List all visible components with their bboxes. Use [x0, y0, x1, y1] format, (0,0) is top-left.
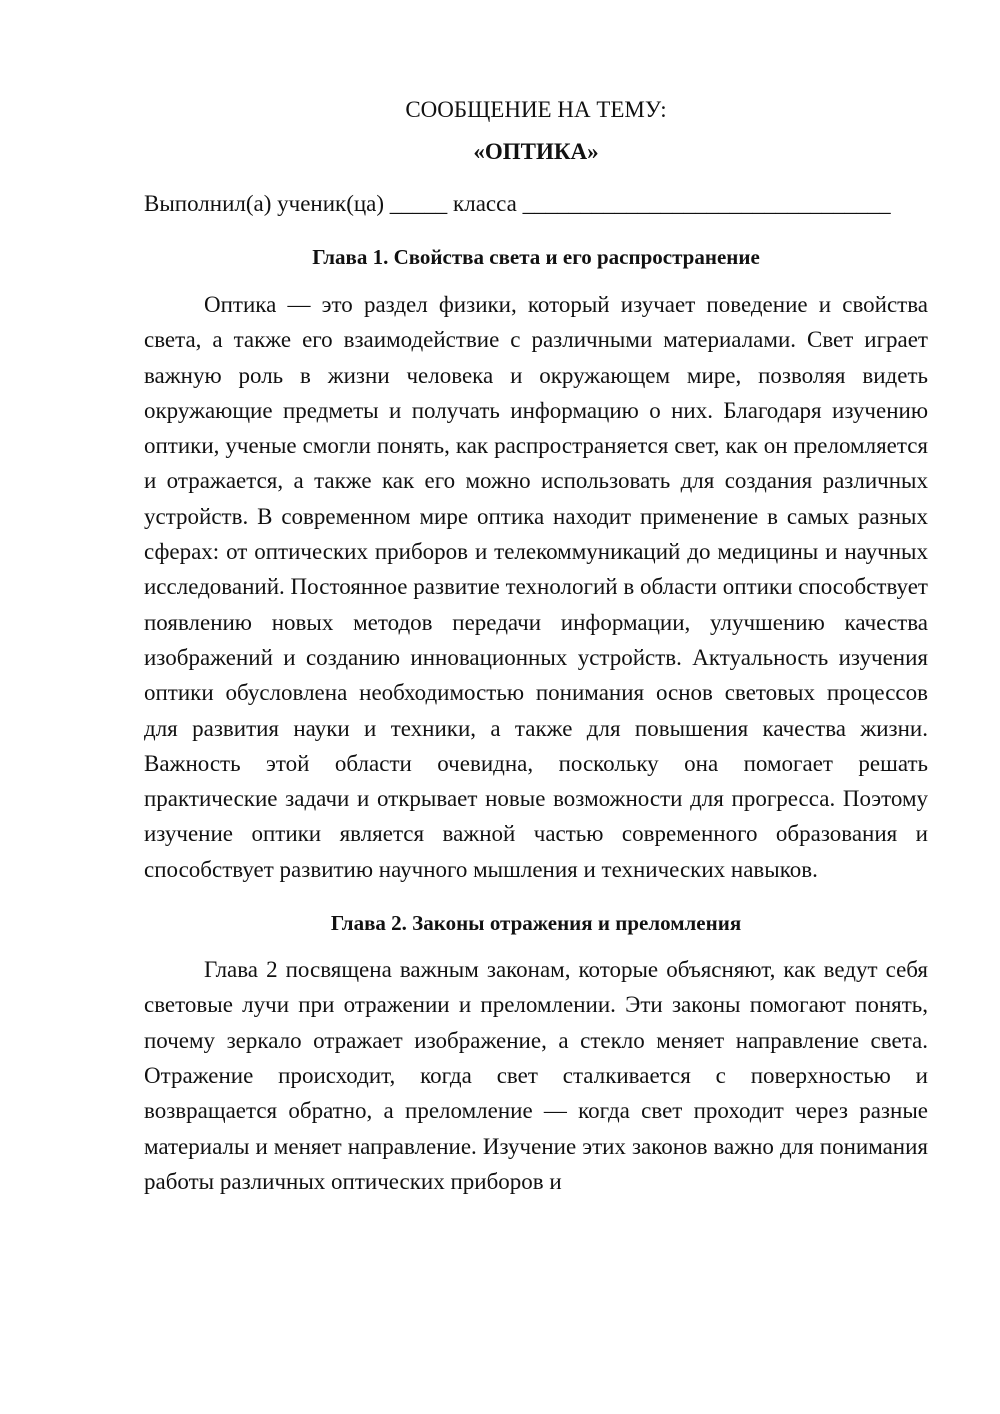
- chapter-2-title: Глава 2. Законы отражения и преломления: [330, 911, 742, 936]
- chapter-1-paragraph: Оптика — это раздел физики, который изучает поведение и свойства света, а также его взаимодействие с различными материалами. Свет играет важную роль в жизни человека и окружающем мире, позволяя видеть окружающие предметы и получать информацию о них. Благодаря изучению оптики, ученые смогли понять, как распространяется свет, как он преломляется и отражается, а также как его можно использовать для создания различных устройств. В современном мире оптика находит применение в самых разных сферах: от оптических приборов и телекоммуникаций до медицины и научных исследований. Постоянное развитие технологий в области оптики способствует появлению новых методов передачи информации, улучшению качества изображений и созданию инновационных устройств. Актуальность изучения оптики обусловлена необходимостью понимания основ световых процессов для развития науки и техники, а также для повышения качества жизни. Важность этой области очевидна, поскольку она помогает решать практические задачи и открывает новые возможности для прогресса. Поэтому изучение оптики является важной частью современного образования и способствует развитию научного мышления и технических навыков.: [144, 292, 928, 882]
- document-page: [144, 94, 928, 1199]
- document-title: «ОПТИКА»: [473, 139, 599, 164]
- chapter-1-title: Глава 1. Свойства света и его распространение: [312, 245, 760, 269]
- chapter-2-paragraph: Глава 2 посвящена важным законам, которые объясняют, как ведут себя световые лучи при отражении и преломлении. Эти законы помогают понять, почему зеркало отражает изображение, а стекло меняет направление света. Отражение происходит, когда свет сталкивается с поверхностью и возвращается обратно, а преломление — когда свет проходит через разные материалы и меняет направление. Изучение этих законов важно для понимания работы различных оптических приборов и: [144, 957, 928, 1194]
- author-line: Выполнил(а) ученик(ца) _____ класса ________________________________: [144, 191, 891, 216]
- topic-label: СООБЩЕНИЕ НА ТЕМУ:: [405, 97, 667, 122]
